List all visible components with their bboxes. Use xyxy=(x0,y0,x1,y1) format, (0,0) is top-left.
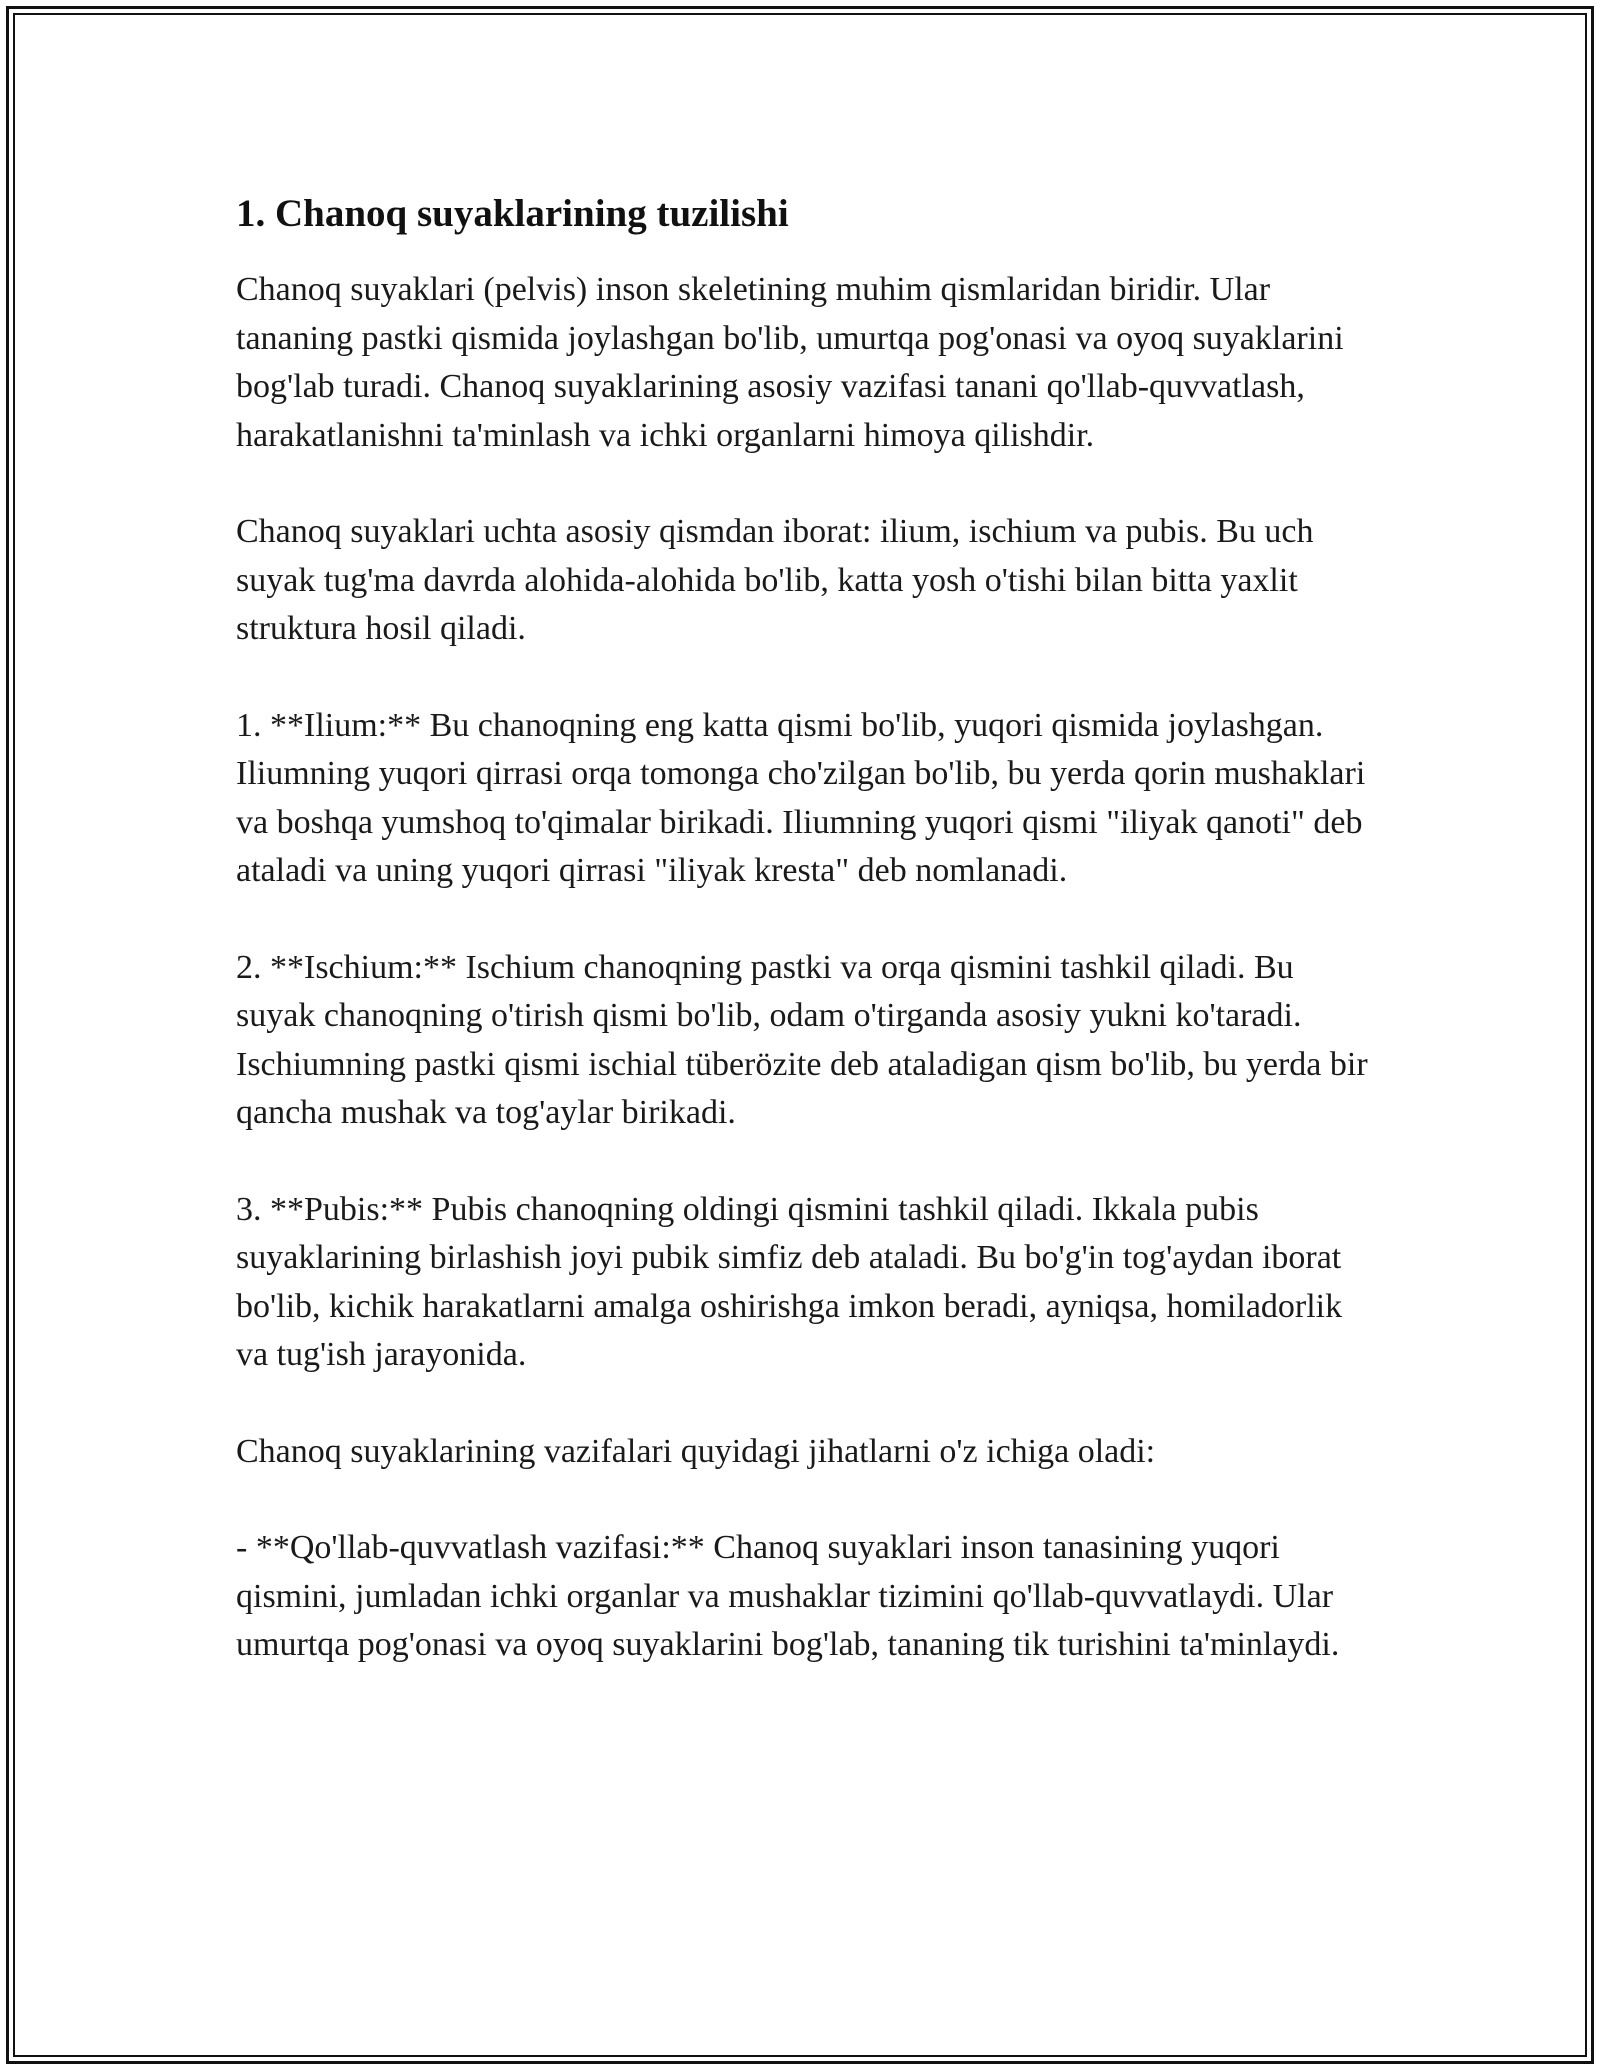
paragraph-ilium: 1. **Ilium:** Bu chanoqning eng katta qismi bo'lib, yuqori qismida joylashgan. Iliumning yuqori qirrasi orqa tomonga cho'zilgan bo'lib, bu yerda qorin mushaklari va boshqa yumshoq to'qimalar birikadi. Iliumning yuqori qismi "iliyak qanoti" deb ataladi va uning yuqori qirrasi "iliyak kresta" deb nomlanadi. xyxy=(236,706,1366,889)
document-body xyxy=(236,184,1376,1718)
paragraph-pubis: 3. **Pubis:** Pubis chanoqning oldingi qismini tashkil qiladi. Ikkala pubis suyaklarining birlashish joyi pubik simfiz deb ataladi. Bu bo'g'in tog'aydan iborat bo'lib, kichik harakatlarni amalga oshirishga imkon beradi, ayniqsa, homiladorlik va tug'ish jarayonida. xyxy=(236,1190,1343,1373)
paragraph-parts: Chanoq suyaklari uchta asosiy qismdan iborat: ilium, ischium va pubis. Bu uch suyak tug'ma davrda alohida-alohida bo'lib, katta yosh o'tishi bilan bitta yaxlit struktura hosil qiladi. xyxy=(236,513,1314,647)
paragraph-ischium: 2. **Ischium:** Ischium chanoqning pastki va orqa qismini tashkil qiladi. Bu suyak chanoqning o'tirish qismi bo'lib, odam o'tirganda asosiy yukni ko'taradi. Ischiumning pastki qismi ischial tüberözite deb ataladigan qism bo'lib, bu yerda bir qancha mushak va tog'aylar birikadi. xyxy=(236,948,1368,1131)
paragraph-functions-intro: Chanoq suyaklarining vazifalari quyidagi jihatlarni o'z ichiga oladi: xyxy=(236,1432,1156,1470)
paragraph-support-function: - **Qo'llab-quvvatlash vazifasi:** Chanoq suyaklari inson tanasining yuqori qismini, jumladan ichki organlar va mushaklar tizimini qo'llab-quvvatlaydi. Ular umurtqa pog'onasi va oyoq suyaklarini bog'lab, tananing tik turishini ta'minlaydi. xyxy=(236,1529,1340,1663)
paragraph-intro: Chanoq suyaklari (pelvis) inson skeletining muhim qismlaridan biridir. Ular tananing pastki qismida joylashgan bo'lib, umurtqa pog'onasi va oyoq suyaklarini bog'lab turadi. Chanoq suyaklarining asosiy vazifasi tanani qo'llab-quvvatlash, harakatlanishni ta'minlash va ichki organlarni himoya qilishdir. xyxy=(236,271,1344,454)
section-heading: 1. Chanoq suyaklarining tuzilishi xyxy=(236,192,789,235)
